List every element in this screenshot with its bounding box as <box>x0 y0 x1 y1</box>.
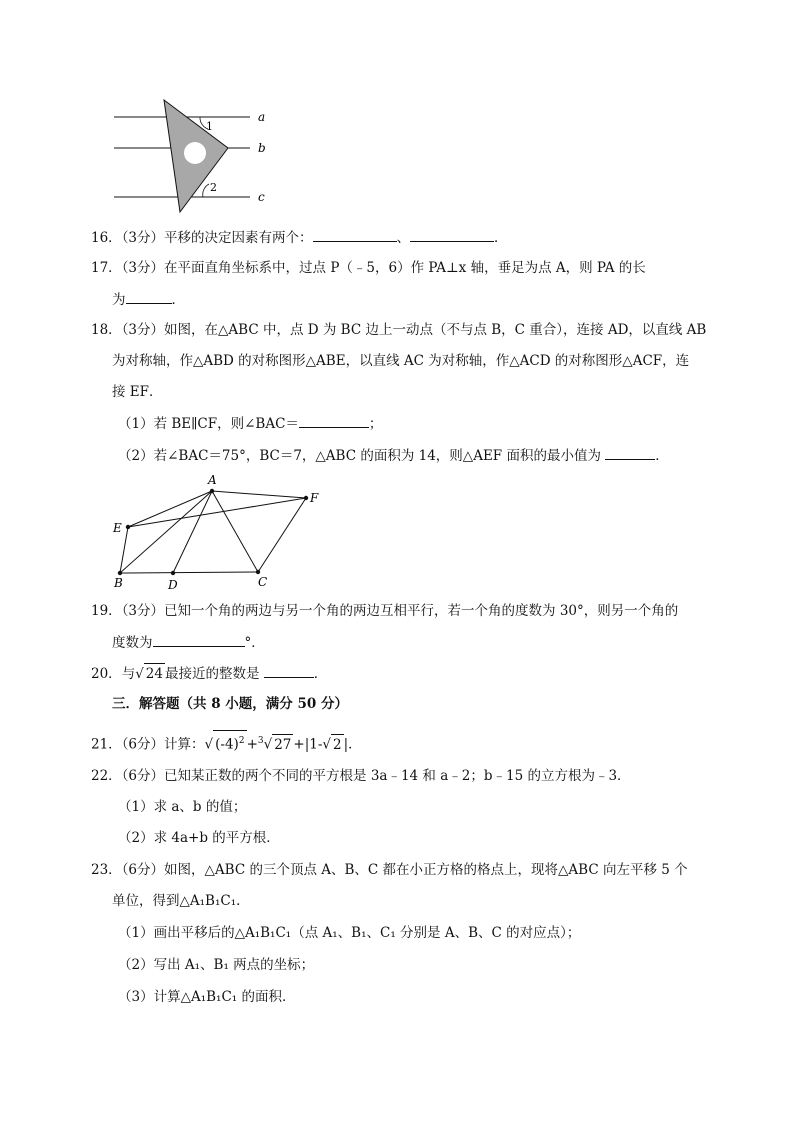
point-a-label: A <box>208 473 217 487</box>
section-title: 三．解答题（共 8 小题，满分 50 分） <box>112 696 348 712</box>
question-18-line3: 接 EF． <box>112 384 163 400</box>
answer-blank[interactable] <box>153 632 245 647</box>
answer-blank[interactable] <box>299 413 369 428</box>
question-18-part2: （2）若∠BAC＝75°，BC＝7，△ABC 的面积为 14，则△AEF 面积的最小值为 ． <box>118 445 669 466</box>
question-17: 17．（3分）在平面直角坐标系中，过点 P（﹣5，6）作 PA⊥x 轴，垂足为点 A，则 PA 的长 <box>91 260 646 276</box>
label-b: b <box>258 141 266 155</box>
question-23: 23．（6分）如图，△ABC 的三个顶点 A、B、C 都在小正方格的格点上，现将△ABC 向左平移 5 个 <box>91 862 688 878</box>
question-16: 16．（3分）平移的决定因素有两个： 、 ． <box>91 227 508 248</box>
question-22: 22．（6分）已知某正数的两个不同的平方根是 3a﹣14 和 a﹣2；b﹣15 的立方根为﹣3． <box>91 768 631 784</box>
question-23-part2: （2）写出 A₁、B₁ 两点的坐标； <box>118 957 315 973</box>
parallel-lines-figure <box>108 96 288 216</box>
question-18-line2: 为对称轴，作△ABD 的对称图形△ABE，以直线 AC 为对称轴，作△ACD 的对称图形△ACF，连 <box>112 353 690 369</box>
triangle-abc-figure <box>108 470 338 592</box>
question-23-part3: （3）计算△A₁B₁C₁ 的面积． <box>118 989 296 1005</box>
point-b-label: B <box>114 576 123 590</box>
point-e-label: E <box>113 521 122 535</box>
point-d-label: D <box>168 578 178 592</box>
answer-blank[interactable] <box>605 445 655 460</box>
question-20: 20．与√ 24 最接近的整数是 ． <box>91 663 327 684</box>
angle-1-label: 1 <box>206 120 213 133</box>
point-c-label: C <box>258 575 268 589</box>
question-23-line2: 单位，得到△A₁B₁C₁． <box>112 893 250 909</box>
answer-blank[interactable] <box>410 227 494 242</box>
answer-blank[interactable] <box>264 663 314 678</box>
question-17-cont: 为 ． <box>112 289 185 310</box>
question-23-part1: （1）画出平移后的△A₁B₁C₁（点 A₁、B₁、C₁ 分别是 A、B、C 的对应点）； <box>118 925 581 941</box>
label-c: c <box>258 190 265 204</box>
ruler-hole <box>184 142 206 164</box>
question-18: 18．（3分）如图，在△ABC 中，点 D 为 BC 边上一动点（不与点 B，C 重合），连接 AD，以直线 AB <box>91 322 707 338</box>
question-19: 19．（3分）已知一个角的两边与另一个角的两边互相平行，若一个角的度数为 30°，则另一个角的 <box>91 603 679 619</box>
answer-blank[interactable] <box>126 289 172 304</box>
question-22-part2: （2）求 4a+b 的平方根． <box>118 830 280 846</box>
question-22-part1: （1）求 a、b 的值； <box>118 799 247 815</box>
angle-arc-2 <box>203 184 209 197</box>
point-f-label: F <box>310 491 319 505</box>
answer-blank[interactable] <box>313 227 397 242</box>
question-21: 21．（6分）计算：√ $(-4)^2 +^3√$ 27 +|1-√ 2 |． <box>91 730 362 755</box>
question-19-cont: 度数为 °． <box>112 632 265 653</box>
label-a: a <box>258 110 266 124</box>
question-18-part1: （1）若 BE∥CF，则∠BAC＝ ； <box>118 413 382 434</box>
angle-2-label: 2 <box>210 181 217 194</box>
